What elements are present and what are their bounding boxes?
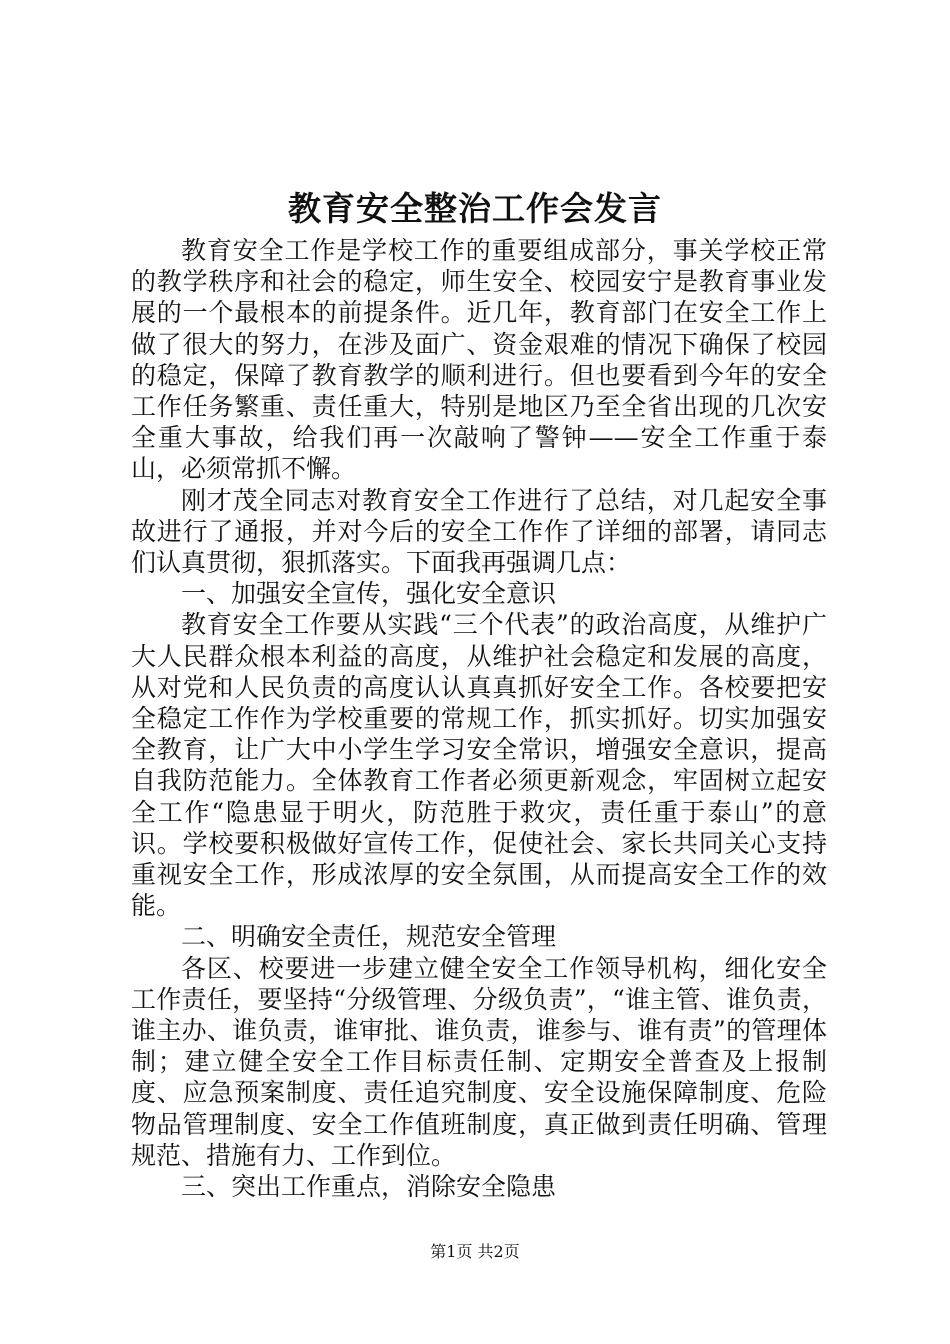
section-heading-1: 一、加强安全宣传，强化安全意识 xyxy=(181,579,557,609)
paragraph-section-1: 教育安全工作要从实践“三个代表”的政治高度，从维护广大人民群众根本利益的高度，从维护社会稳定和发展的高度，从对党和人民负责的高度认认真真抓好安全工作。各校要把安全稳定工作作为学校重要的常规工作，抓实抓好。切实加强安全教育，让广大中小学生学习安全常识，增强安全意识，提高自我防范能力。全体教育工作者必须更新观念，牢固树立起安全工作“隐患显于明火，防范胜于救灾，责任重于泰山”的意识。学校要积极做好宣传工作，促使社会、家长共同关心支持重视安全工作，形成浓厚的安全氛围，从而提高安全工作的效能。 xyxy=(131,610,827,921)
document-title: 教育安全整治工作会发言 xyxy=(288,189,662,228)
paragraph-intro: 教育安全工作是学校工作的重要组成部分，事关学校正常的教学秩序和社会的稳定，师生安全、校园安宁是教育事业发展的一个最根本的前提条件。近几年，教育部门在安全工作上做了很大的努力，在涉及面广、资金艰难的情况下确保了校园的稳定，保障了教育教学的顺利进行。但也要看到今年的安全工作任务繁重、责任重大，特别是地区乃至全省出现的几次安全重大事故，给我们再一次敲响了警钟——安全工作重于泰山，必须常抓不懈。 xyxy=(131,236,827,484)
paragraph-section-2: 各区、校要进一步建立健全安全工作领导机构，细化安全工作责任，要坚持“分级管理、分级负责”，“谁主管、谁负责，谁主办、谁负责，谁审批、谁负责，谁参与、谁有责”的管理体制；建立健全安全工作目标责任制、定期安全普查及上报制度、应急预案制度、责任追究制度、安全设施保障制度、危险物品管理制度、安全工作值班制度，真正做到责任明确、管理规范、措施有力、工作到位。 xyxy=(131,953,827,1170)
section-heading-2: 二、明确安全责任，规范安全管理 xyxy=(181,922,557,952)
page-number-footer: 第1页 共2页 xyxy=(430,1242,520,1261)
section-heading-3: 三、突出工作重点，消除安全隐患 xyxy=(181,1172,557,1202)
paragraph-summary: 刚才茂全同志对教育安全工作进行了总结，对几起安全事故进行了通报，并对今后的安全工作作了详细的部署，请同志们认真贯彻，狠抓落实。下面我再强调几点： xyxy=(131,485,827,578)
document-body xyxy=(131,235,827,1202)
